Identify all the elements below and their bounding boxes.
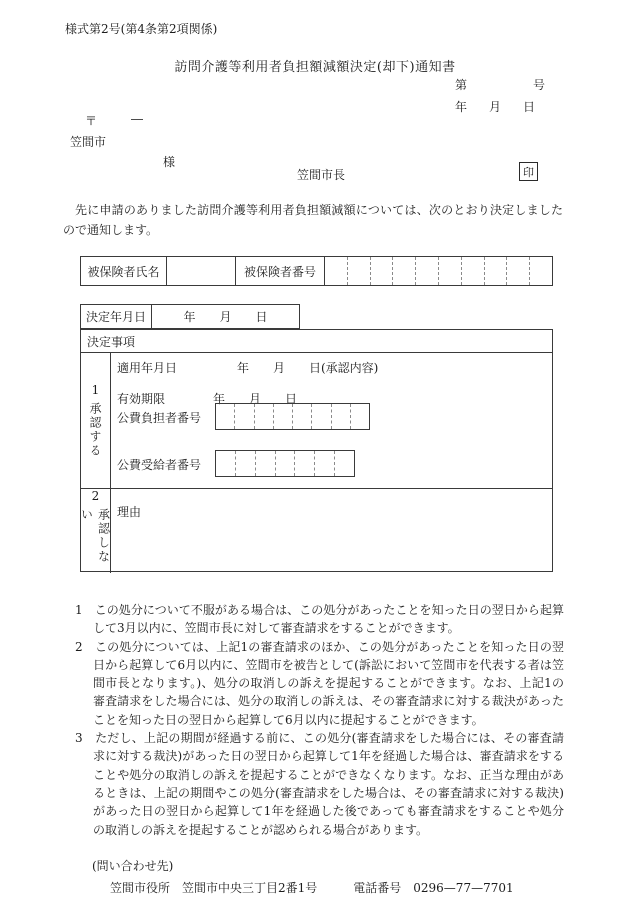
doc-number-suffix: 号	[532, 78, 545, 92]
recipient-number-box	[215, 450, 355, 477]
decision-date-label: 決定年月日	[85, 310, 146, 324]
addressee-city: 笠間市	[70, 135, 107, 149]
digit-cell	[415, 257, 438, 285]
legal-notes	[75, 601, 564, 839]
date-year-label: 年	[455, 100, 468, 114]
date-day-label: 日	[522, 100, 535, 114]
decision-details-header: 決定事項	[87, 334, 136, 349]
digit-cell	[292, 404, 311, 429]
digit-cell	[255, 451, 275, 476]
contact-address-line: 笠間市役所 笠間市中央三丁目2番1号 電話番号 0296—77—7701	[110, 881, 514, 895]
postal-code-dash: ―	[131, 112, 143, 126]
doc-number-prefix: 第	[455, 78, 468, 92]
body-paragraph: 先に申請のありました訪問介護等利用者負担額減額については、次のとおり決定しましたので通知します。	[63, 203, 563, 237]
reject-row-vertical-label: 承認しない	[79, 508, 111, 564]
document-title: 訪問介護等利用者負担額減額決定(却下)通知書	[174, 60, 456, 75]
postal-code-mark: 〒	[85, 114, 98, 128]
contact-label: (問い合わせ先)	[92, 859, 174, 873]
digit-cell	[273, 404, 292, 429]
payer-number-box	[215, 403, 370, 430]
sender-mayor-label: 笠間市長	[297, 168, 346, 182]
legal-note-1: 1 この処分について不服がある場合は、この処分があったことを知った日の翌日から起算して3月以内に、笠間市長に対して審査請求をすることができます。	[75, 603, 564, 636]
seal-mark: 印	[519, 162, 538, 181]
digit-cell	[234, 404, 253, 429]
digit-cell	[331, 404, 350, 429]
digit-cell	[350, 404, 369, 429]
legal-note-2: 2 この処分については、上記1の審査請求のほか、この処分があったことを知った日の翌日から起算して6月以内に、笠間市を被告として(訴訟において笠間市を代表する者は笠間市長となります。)、処分の取消しの訴えを提起することができます。なお、上記1の審査請求をした場合には、処分の取消しの訴えは、その審査請求に対する裁決があったことを知った日の翌日から起算して6月以内に提起することができます。	[75, 639, 564, 727]
payer-number-cells	[216, 404, 369, 429]
digit-cell	[529, 257, 552, 285]
decision-date-value: 年 月 日	[151, 305, 299, 328]
validity-line: 有効期限 年 月 日	[117, 392, 298, 406]
date-month-label: 月	[488, 100, 501, 114]
insured-name-value	[166, 257, 235, 285]
digit-cell	[370, 257, 393, 285]
document-date-line	[455, 98, 535, 115]
recipient-number-label: 公費受給者番号	[117, 458, 202, 472]
reject-row-label	[81, 489, 110, 573]
digit-cell	[484, 257, 507, 285]
digit-cell	[216, 451, 235, 476]
digit-cell	[294, 451, 314, 476]
approve-row-label	[81, 353, 110, 488]
document-number-line	[455, 76, 545, 93]
insured-number-label: 被保険者番号	[235, 257, 324, 285]
insured-table	[80, 256, 553, 286]
recipient-number-cells	[216, 451, 354, 476]
digit-cell	[314, 451, 334, 476]
payer-number-label: 公費負担者番号	[117, 411, 202, 425]
applicable-date-line: 適用年月日 年 月 日(承認内容)	[117, 361, 379, 375]
digit-cell	[461, 257, 484, 285]
digit-cell	[347, 257, 370, 285]
digit-cell	[216, 404, 234, 429]
addressee-honorific: 様	[163, 155, 176, 169]
legal-note-3: 3 ただし、上記の期間が経過する前に、この処分(審査請求をした場合には、その審査請求に対する裁決)があった日の翌日から起算して1年を経過した場合は、審査請求をすることや処分の取消しの訴えを提起することができなくなります。なお、正当な理由があるときは、上記の期間やこの処分(審査請求をした場合は、その審査請求に対する裁決)があった日の翌日から起算して1年を経過した後であっても審査請求をすることや処分の取消しの訴えを提起することが認められる場合があります。	[75, 731, 564, 837]
insured-name-label: 被保険者氏名	[87, 264, 160, 279]
reason-label: 理由	[117, 505, 142, 519]
digit-cell	[506, 257, 529, 285]
digit-cell	[325, 257, 347, 285]
digit-cell	[438, 257, 461, 285]
form-number-label: 様式第2号(第4条第2項関係)	[65, 22, 218, 36]
approve-row-vertical-label: 承認する	[88, 402, 102, 458]
digit-cell	[311, 404, 330, 429]
digit-cell	[334, 451, 354, 476]
digit-cell	[254, 404, 273, 429]
digit-cell	[235, 451, 255, 476]
reject-row-number: 2	[91, 489, 100, 503]
approve-row-number: 1	[91, 383, 100, 397]
digit-cell	[275, 451, 295, 476]
decision-date-table	[80, 304, 300, 329]
digit-cell	[392, 257, 415, 285]
insured-number-cells	[325, 257, 552, 285]
decision-details-table	[80, 329, 553, 572]
